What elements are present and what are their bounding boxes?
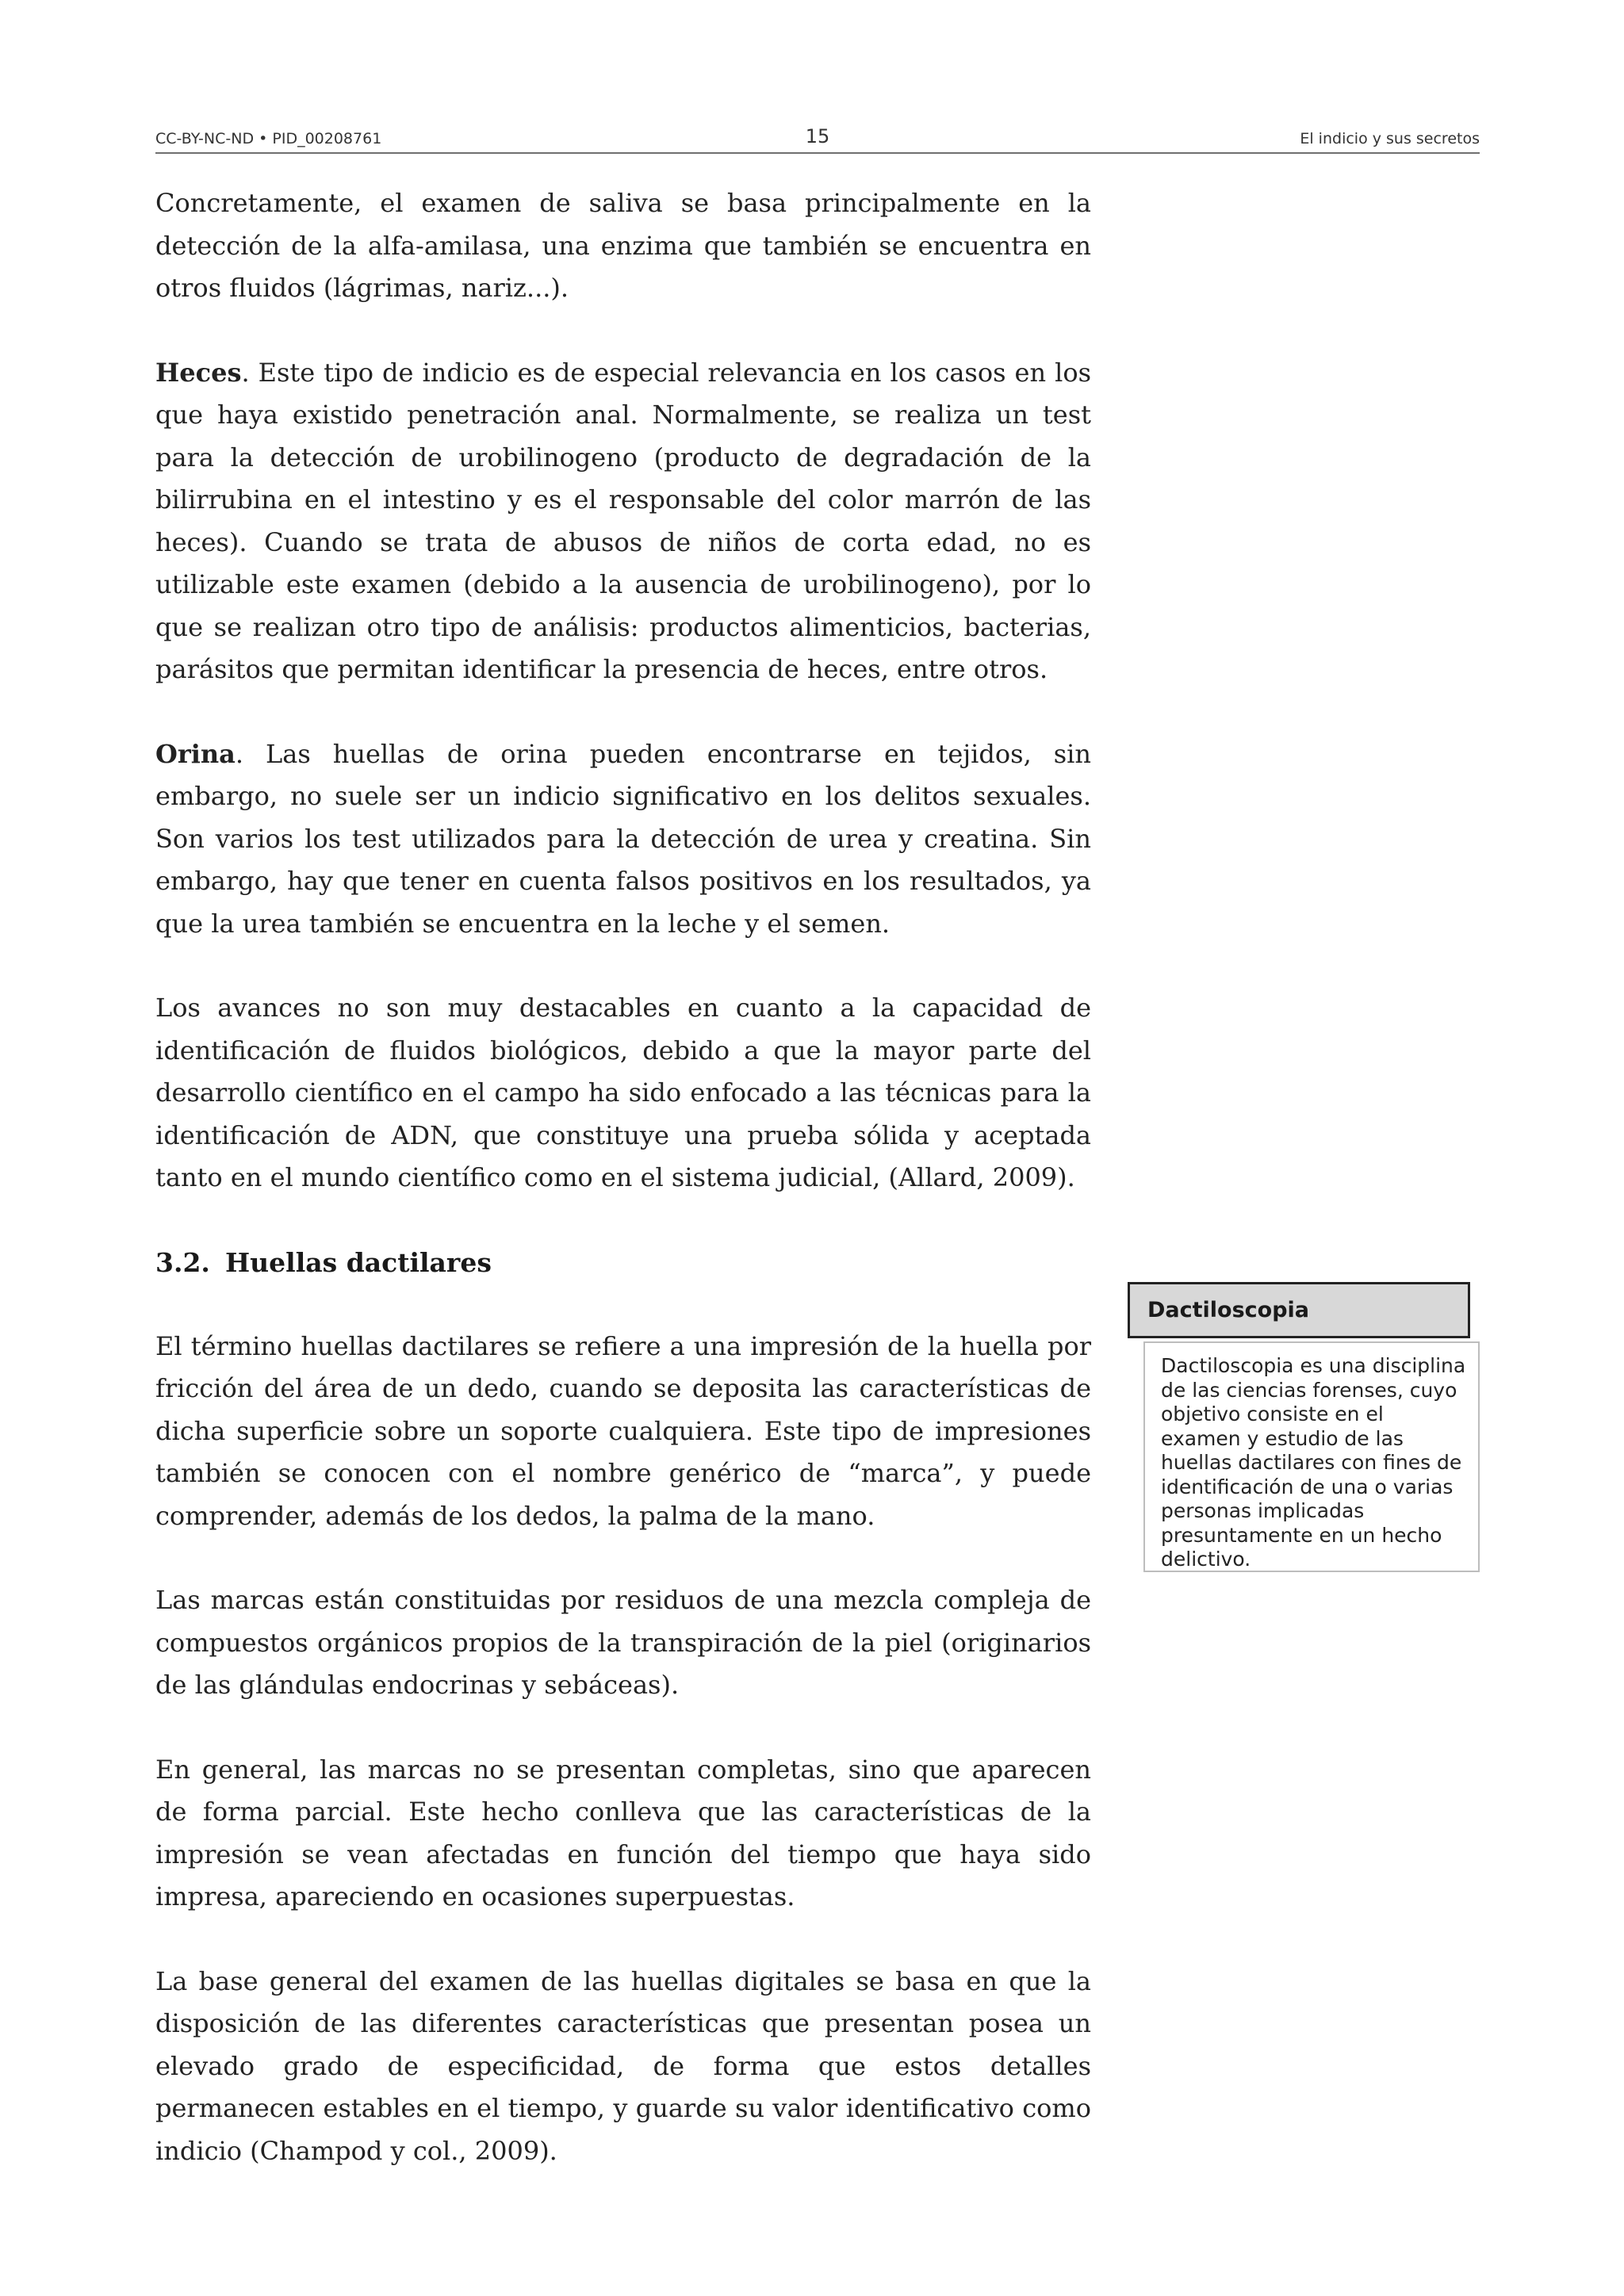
paragraph-orina-text: . Las huellas de orina pueden encontrarse en tejidos, sin embargo, no suele ser un indicio significativo en los delitos sexuales. Son varios los test utilizados para la detección de urea y creatina. Sin embargo, hay que tener en cuenta falsos positivos en los resultados, ya que la urea también se encuentra en la leche y el semen.	[155, 738, 1091, 939]
paragraph-orina	[155, 733, 1091, 946]
paragraph-avances: Los avances no son muy destacables en cuanto a la capacidad de identificación de fluidos biológicos, debido a que la mayor parte del desarrollo científico en el campo ha sido enfocado a las técnicas para la identificación de ADN, que constituye una prueba sólida y aceptada tanto en el mundo científico como en el sistema judicial, (Allard, 2009).	[155, 993, 1091, 1192]
main-text	[155, 182, 1091, 2214]
paragraph-marcas: Las marcas están constituidas por residuos de una mezcla compleja de compuestos orgánicos propios de la transpiración de la piel (originarios de las glándulas endocrinas y sebáceas).	[155, 1585, 1091, 1700]
sidebox-title: Dactiloscopia	[1128, 1282, 1470, 1338]
page-number: 15	[805, 125, 830, 147]
paragraph-saliva: Concretamente, el examen de saliva se basa principalmente en la detección de la alfa-amilasa, una enzima que también se encuentra en otros fluidos (lágrimas, nariz...).	[155, 188, 1091, 303]
paragraph-heces	[155, 352, 1091, 691]
paragraph-general: En general, las marcas no se presentan completas, sino que aparecen de forma parcial. Este hecho conlleva que las características de la impresión se vean afectadas en función del tiempo que haya sido impresa, apareciendo en ocasiones superpuestas.	[155, 1754, 1091, 1911]
term-orina: Orina	[155, 738, 236, 769]
license-id: CC-BY-NC-ND • PID_00208761	[155, 130, 382, 147]
paragraph-base: La base general del examen de las huellas digitales se basa en que la disposición de las diferentes características que presentan posea un elevado grado de especificidad, de forma que estos detalles permanecen estables en el tiempo, y guarde su valor identificativo como indicio (Champod y col., 2009).	[155, 1965, 1091, 2166]
term-heces: Heces	[155, 357, 242, 388]
section-title: Huellas dactilares	[225, 1246, 492, 1278]
paragraph-termino: El término huellas dactilares se refiere a una impresión de la huella por fricción del área de un dedo, cuando se deposita las características de dicha superficie sobre un soporte cualquiera. Este tipo de impresiones también se conocen con el nombre genérico de “marca”, y puede comprender, además de los dedos, la palma de la mano.	[155, 1330, 1091, 1531]
paragraph-heces-text: . Este tipo de indicio es de especial relevancia en los casos en los que haya existido penetración anal. Normalmente, se realiza un test para la detección de urobilinogeno (producto de degradación de la bilirrubina en el intestino y es el responsable del color marrón de las heces). Cuando se trata de abusos de niños de corta edad, no es utilizable este examen (debido a la ausencia de urobilinogeno), por lo que se realizan otro tipo de análisis: productos alimenticios, bacterias, parásitos que permitan identificar la presencia de heces, entre otros.	[155, 357, 1091, 684]
section-heading	[155, 1242, 1091, 1284]
section-number: 3.2.	[155, 1246, 210, 1278]
running-section-title: El indicio y sus secretos	[1300, 130, 1480, 147]
running-header	[155, 125, 1480, 154]
sidebox-body: Dactiloscopia es una disciplina de las ciencias forenses, cuyo objetivo consiste en el examen y estudio de las huellas dactilares con fines de identificación de una o varias personas implicadas presuntamente en un hecho delictivo.	[1143, 1341, 1480, 1572]
